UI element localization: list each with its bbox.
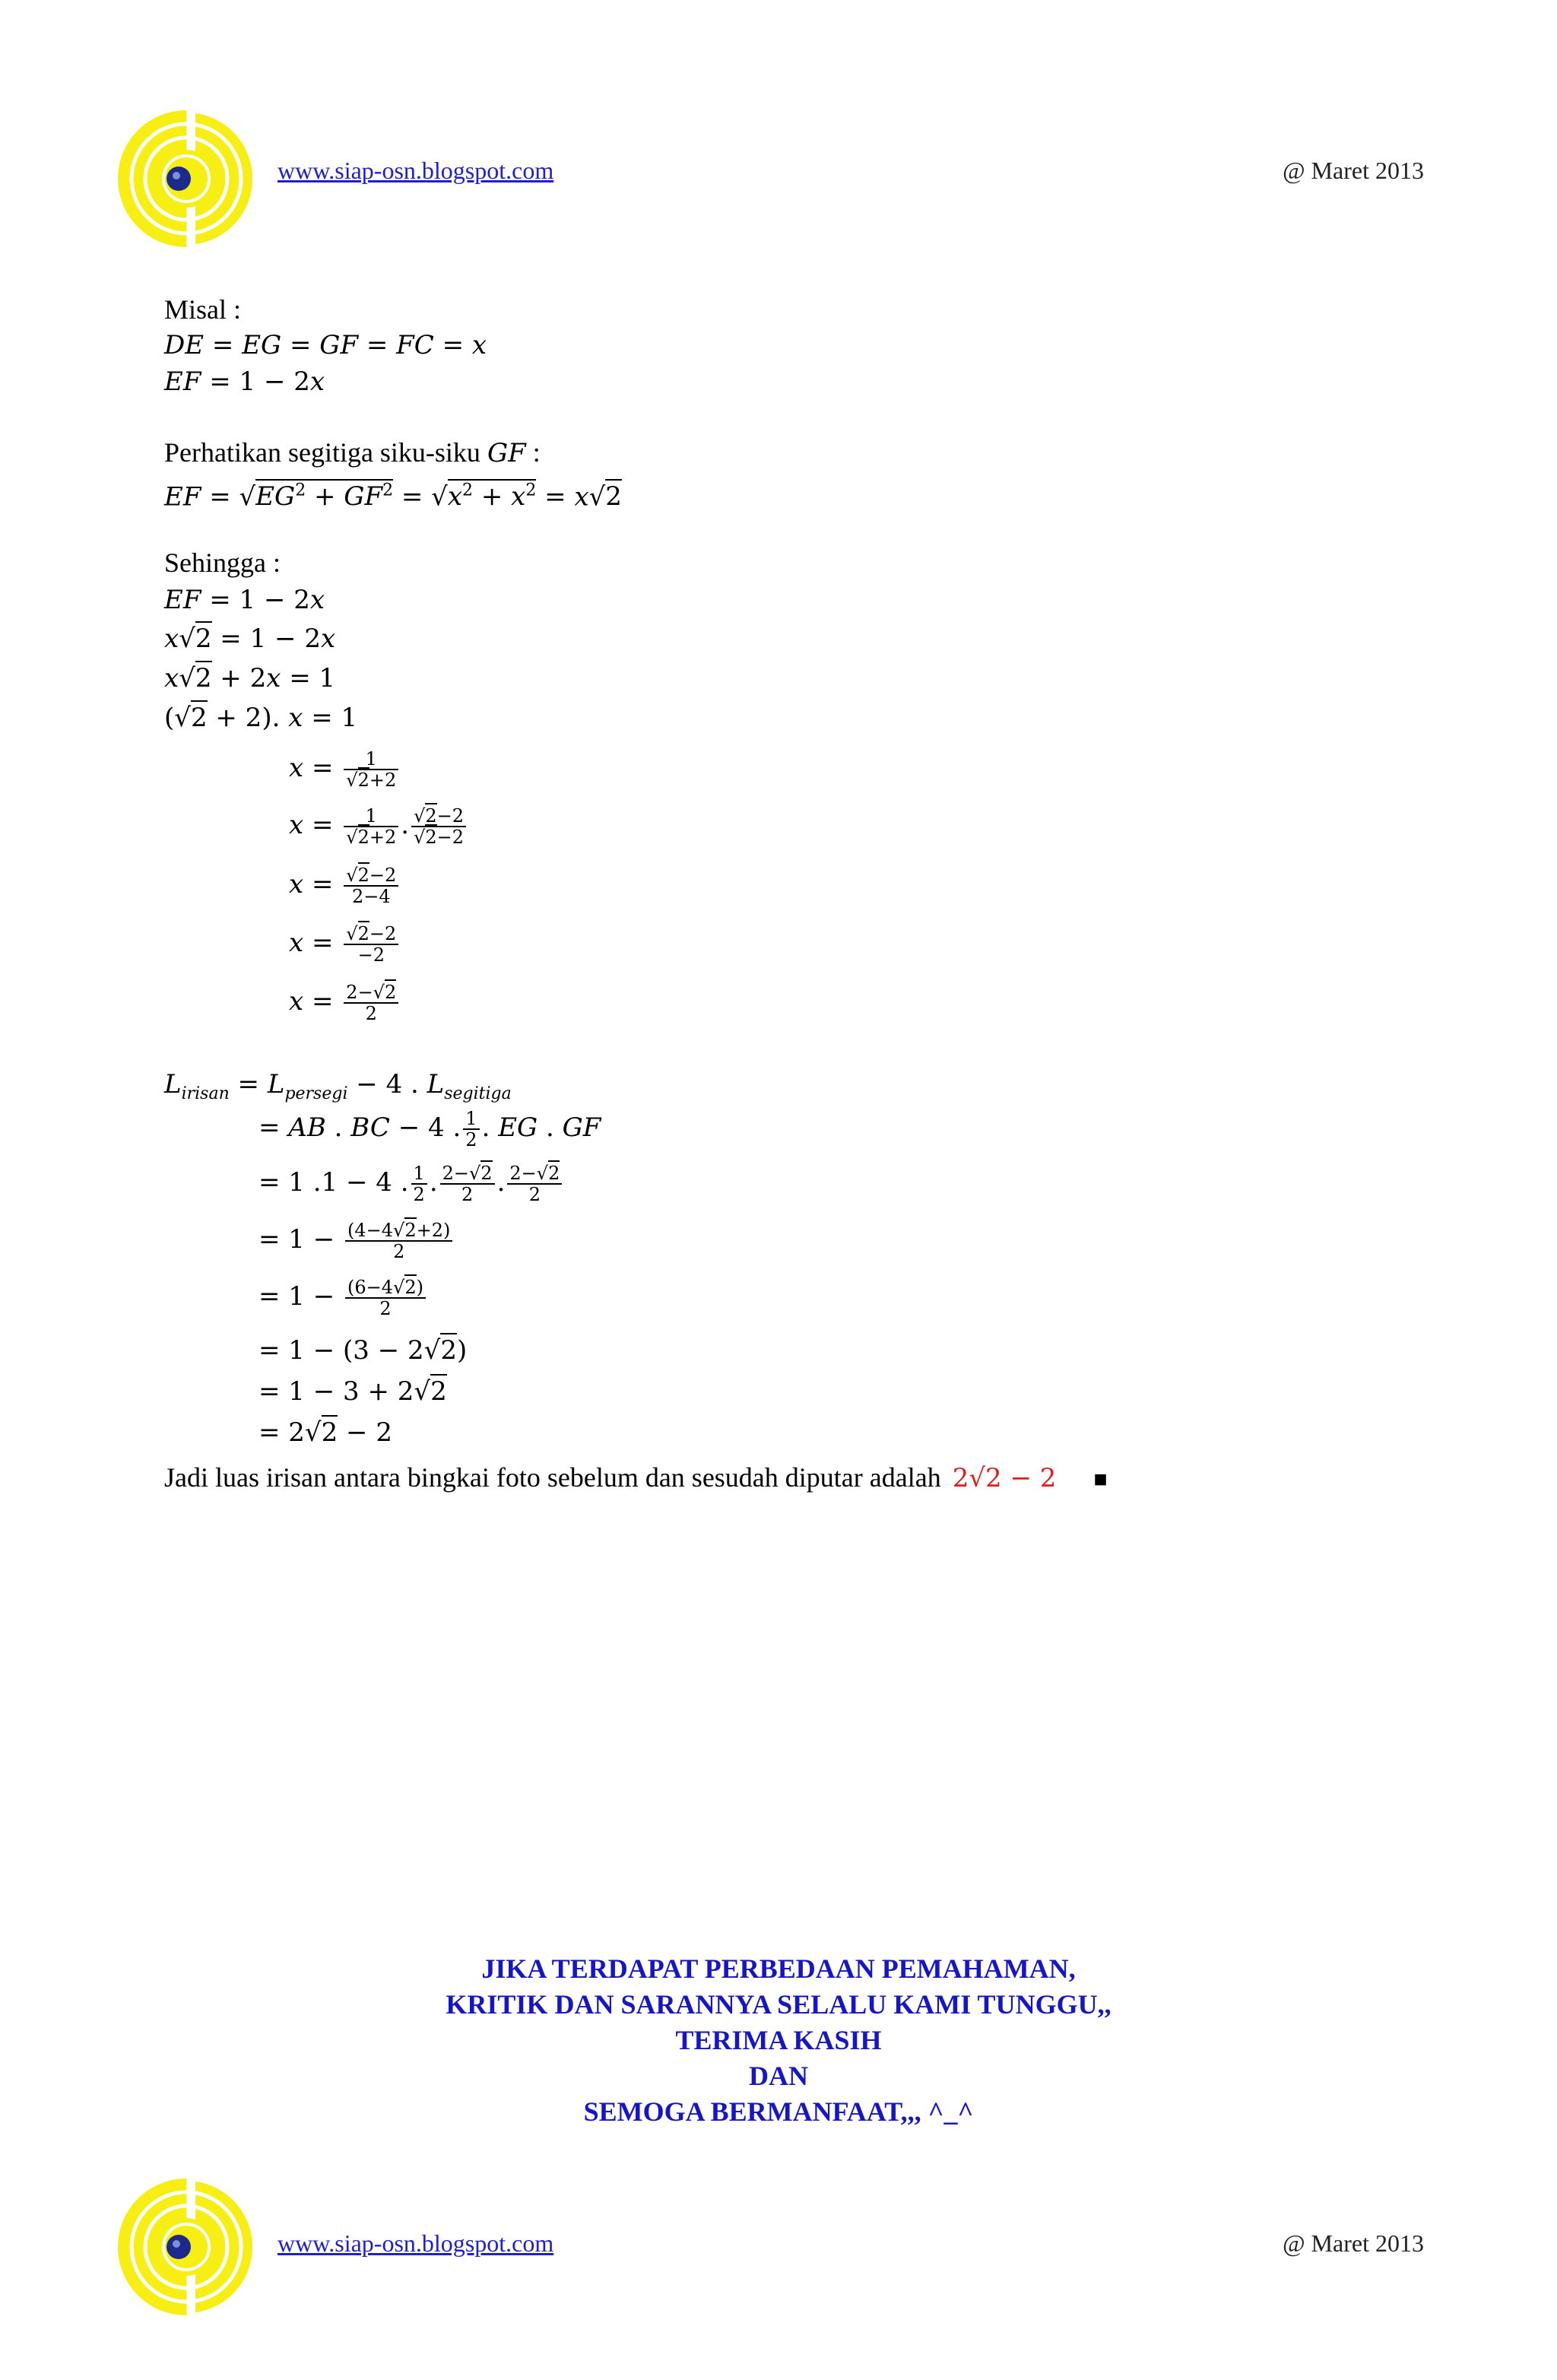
closing-line-4: DAN bbox=[749, 2061, 808, 2091]
step-2: x√2 = 1 − 2x bbox=[164, 620, 335, 657]
area-4: = 1 − $\frac{(4-4√2+2)}{2}$ bbox=[258, 1220, 455, 1261]
final-answer: 2√2 − 2 bbox=[952, 1463, 1057, 1493]
end-mark-icon: ■ bbox=[1093, 1467, 1108, 1492]
area-5: = 1 − $\frac{(6-4√2)}{2}$ bbox=[258, 1277, 428, 1319]
header-link[interactable]: www.siap-osn.blogspot.com bbox=[277, 157, 554, 184]
equation-ef-definition: EF = 1 − 2x bbox=[164, 367, 325, 397]
area-1: $L_{irisan} = L_{persegi} - 4$ . $L_{segitiga}$ bbox=[164, 1069, 512, 1103]
step-9: x = $\frac{2-√2}{2}$ bbox=[289, 982, 401, 1023]
equation-equal-segments: DE = EG = GF = FC = x bbox=[164, 330, 487, 360]
sehingga-label: Sehingga : bbox=[164, 547, 281, 578]
area-8: = 2√2 − 2 bbox=[258, 1414, 392, 1451]
header-logo-icon bbox=[114, 106, 258, 251]
area-6: = 1 − (3 − 2√2) bbox=[258, 1332, 467, 1369]
footer-link[interactable]: www.siap-osn.blogspot.com bbox=[277, 2229, 554, 2257]
step-1: EF = 1 − 2x bbox=[164, 585, 325, 615]
step-8: x = $\frac{√2-2}{-2}$ bbox=[289, 924, 401, 965]
conclusion-sentence: Jadi luas irisan antara bingkai foto sebelum dan sesudah diputar adalah 2√2 − 2 ■ bbox=[164, 1462, 1108, 1493]
closing-line-2: KRITIK DAN SARANNYA SELALU KAMI TUNGGU,, bbox=[446, 1989, 1111, 2020]
closing-line-1: JIKA TERDAPAT PERBEDAAN PEMAHAMAN, bbox=[481, 1953, 1076, 1984]
header-date: @ Maret 2013 bbox=[1283, 157, 1424, 184]
equation-pythagoras: EF = $√EG^2 + GF^2 = √x^2 + x^2 = x√2$ bbox=[164, 473, 622, 515]
step-7: x = $\frac{√2-2}{2-4}$ bbox=[289, 865, 401, 906]
step-3: x√2 + 2x = 1 bbox=[164, 660, 335, 697]
footer-date: @ Maret 2013 bbox=[1283, 2229, 1424, 2257]
area-3: = 1 .1 − 4 . $\frac{1}{2}$ . $\frac{2-√2}{2}$ . $\frac{2-√2}{2}$ bbox=[258, 1163, 564, 1204]
step-6: x = $\frac{1}{√2+2}$ . $\frac{√2-2}{√2-2}$ bbox=[289, 806, 468, 847]
area-2: = AB . BC − 4 . $\frac{1}{2}$ . EG . GF bbox=[258, 1108, 601, 1150]
area-7: = 1 − 3 + 2√2 bbox=[258, 1373, 447, 1410]
footer-logo-icon bbox=[114, 2175, 258, 2319]
step-5: x = $\frac{1}{√2+2}$ bbox=[289, 749, 401, 790]
perhatikan-sentence: Perhatikan segitiga siku-siku GF : bbox=[164, 437, 541, 468]
closing-line-5: SEMOGA BERMANFAAT,,, ^_^ bbox=[583, 2096, 974, 2127]
step-4: (√2 + 2). x = 1 bbox=[164, 700, 357, 736]
closing-line-3: TERIMA KASIH bbox=[675, 2025, 882, 2055]
misal-label: Misal : bbox=[164, 294, 242, 325]
